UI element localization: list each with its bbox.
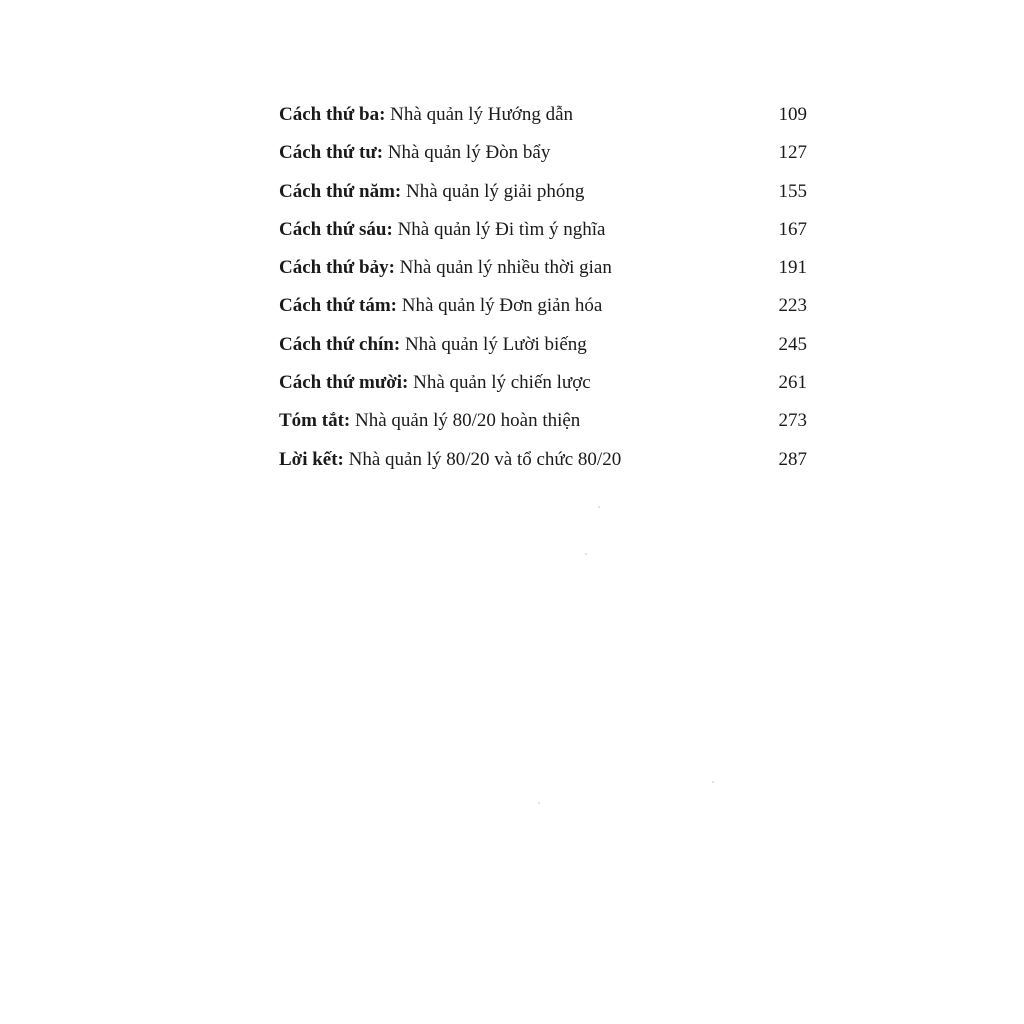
toc-page-number: 273: [778, 410, 807, 432]
toc-entry-title: [279, 173, 584, 211]
toc-entry: [279, 402, 807, 440]
toc-page-number: 223: [778, 295, 807, 317]
toc-entry-text: Nhà quản lý nhiều thời gian: [399, 257, 612, 279]
toc-entry-text: Nhà quản lý Đơn giản hóa: [401, 295, 603, 317]
toc-page-number: 287: [778, 448, 807, 470]
toc-page-number: 109: [778, 104, 807, 125]
toc-entry-title: [279, 326, 587, 364]
toc-entry-lead: Cách thứ tám:: [279, 295, 397, 317]
toc-entry: [279, 173, 807, 211]
toc-entry-lead: Cách thứ năm:: [279, 180, 402, 202]
toc-entry: [279, 441, 807, 479]
toc-page-number: 191: [778, 257, 807, 279]
paper-speck: [712, 781, 714, 783]
toc-entry-lead: Cách thứ chín:: [279, 333, 401, 355]
toc-page-number: 245: [778, 333, 807, 355]
toc-entry-text: Nhà quản lý chiến lược: [413, 372, 591, 394]
paper-speck: [598, 506, 600, 508]
toc-entry-title: [279, 211, 605, 249]
toc-entry-text: Nhà quản lý Lười biếng: [404, 333, 587, 355]
toc-entry-text: Nhà quản lý Đi tìm ý nghĩa: [397, 218, 606, 240]
toc-entry-lead: Cách thứ ba:: [279, 104, 386, 125]
toc-entry-text: Nhà quản lý 80/20 hoàn thiện: [354, 410, 581, 432]
toc-entry-title: [279, 441, 621, 479]
toc-entry: [279, 211, 807, 249]
table-of-contents: [279, 96, 807, 479]
toc-entry: [279, 134, 807, 172]
toc-page-number: 127: [778, 142, 807, 164]
toc-page-number: 155: [778, 180, 807, 202]
toc-entry: [279, 287, 807, 325]
toc-entry-title: [279, 364, 591, 402]
toc-entry-text: Nhà quản lý 80/20 và tổ chức 80/20: [348, 448, 622, 470]
toc-entry-title: [279, 249, 612, 287]
toc-entry: [279, 364, 807, 402]
toc-entry-lead: Cách thứ bảy:: [279, 257, 395, 279]
toc-entry-text: Nhà quản lý Đòn bẩy: [387, 142, 551, 164]
toc-entry-lead: Tóm tắt:: [279, 410, 351, 432]
toc-entry-text: Nhà quản lý giải phóng: [406, 180, 585, 202]
toc-entry-title: [279, 287, 602, 325]
paper-speck: [538, 802, 540, 804]
toc-entry: [279, 326, 807, 364]
toc-entry-text: Nhà quản lý Hướng dẫn: [390, 104, 574, 125]
toc-entry-lead: Cách thứ mười:: [279, 372, 409, 394]
toc-page-number: 167: [778, 218, 807, 240]
paper-speck: [585, 553, 587, 555]
toc-entry: [279, 96, 807, 134]
toc-entry-title: [279, 96, 573, 134]
toc-entry: [279, 249, 807, 287]
toc-entry-title: [279, 134, 550, 172]
toc-entry-title: [279, 402, 580, 440]
toc-entry-lead: Lời kết:: [279, 448, 344, 470]
toc-entry-lead: Cách thứ sáu:: [279, 218, 393, 240]
toc-page-number: 261: [778, 372, 807, 394]
toc-entry-lead: Cách thứ tư:: [279, 142, 384, 164]
